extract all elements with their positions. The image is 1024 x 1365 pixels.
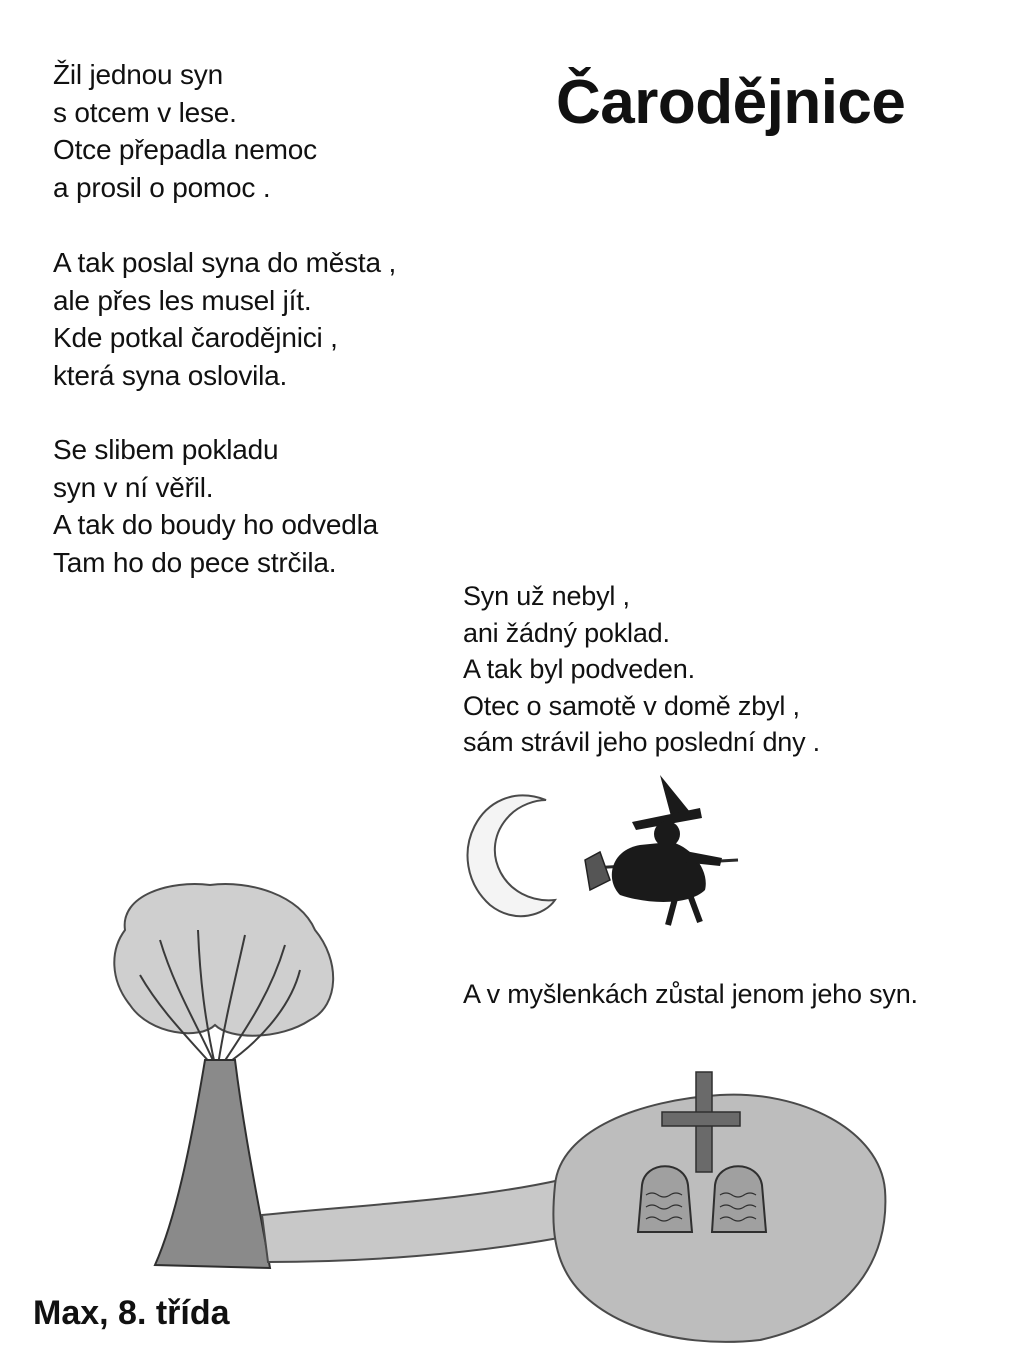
poem-line: A tak do boudy ho odvedla: [53, 509, 379, 540]
author-signature: Max, 8. třída: [33, 1294, 230, 1332]
poem-line: Syn už nebyl ,: [463, 581, 630, 611]
poem-line: sám strávil jeho poslední dny .: [463, 727, 820, 757]
poem-line: syn v ní věřil.: [53, 471, 214, 503]
poem-line: ale přes les musel jít.: [53, 284, 312, 316]
poem-line: která syna oslovila.: [53, 359, 288, 391]
poem-line: A v myšlenkách zůstal jenom jeho syn.: [463, 979, 918, 1009]
poem-line: Se slibem pokladu: [53, 434, 279, 465]
poem-line: Kde potkal čarodějnici ,: [53, 322, 338, 353]
poem-line: s otcem v lese.: [53, 96, 237, 128]
poem-line: Otec o samotě v domě zbyl ,: [463, 690, 800, 721]
crescent-moon-icon: [468, 795, 555, 916]
poem-title: Čarodějnice: [556, 67, 906, 137]
poem-line: Žil jednou syn: [53, 59, 223, 90]
poem-line: A tak poslal syna do města ,: [53, 247, 397, 278]
witch-on-broom-icon: [585, 775, 738, 925]
poem-line: ani žádný poklad.: [463, 617, 670, 648]
poem-line: Tam ho do pece strčila.: [53, 546, 337, 578]
poem-line: A tak byl podveden.: [463, 654, 695, 684]
poem-line: a prosil o pomoc .: [53, 171, 271, 203]
poem-line: Otce přepadla nemoc: [53, 134, 317, 165]
path-icon: [262, 1180, 575, 1262]
